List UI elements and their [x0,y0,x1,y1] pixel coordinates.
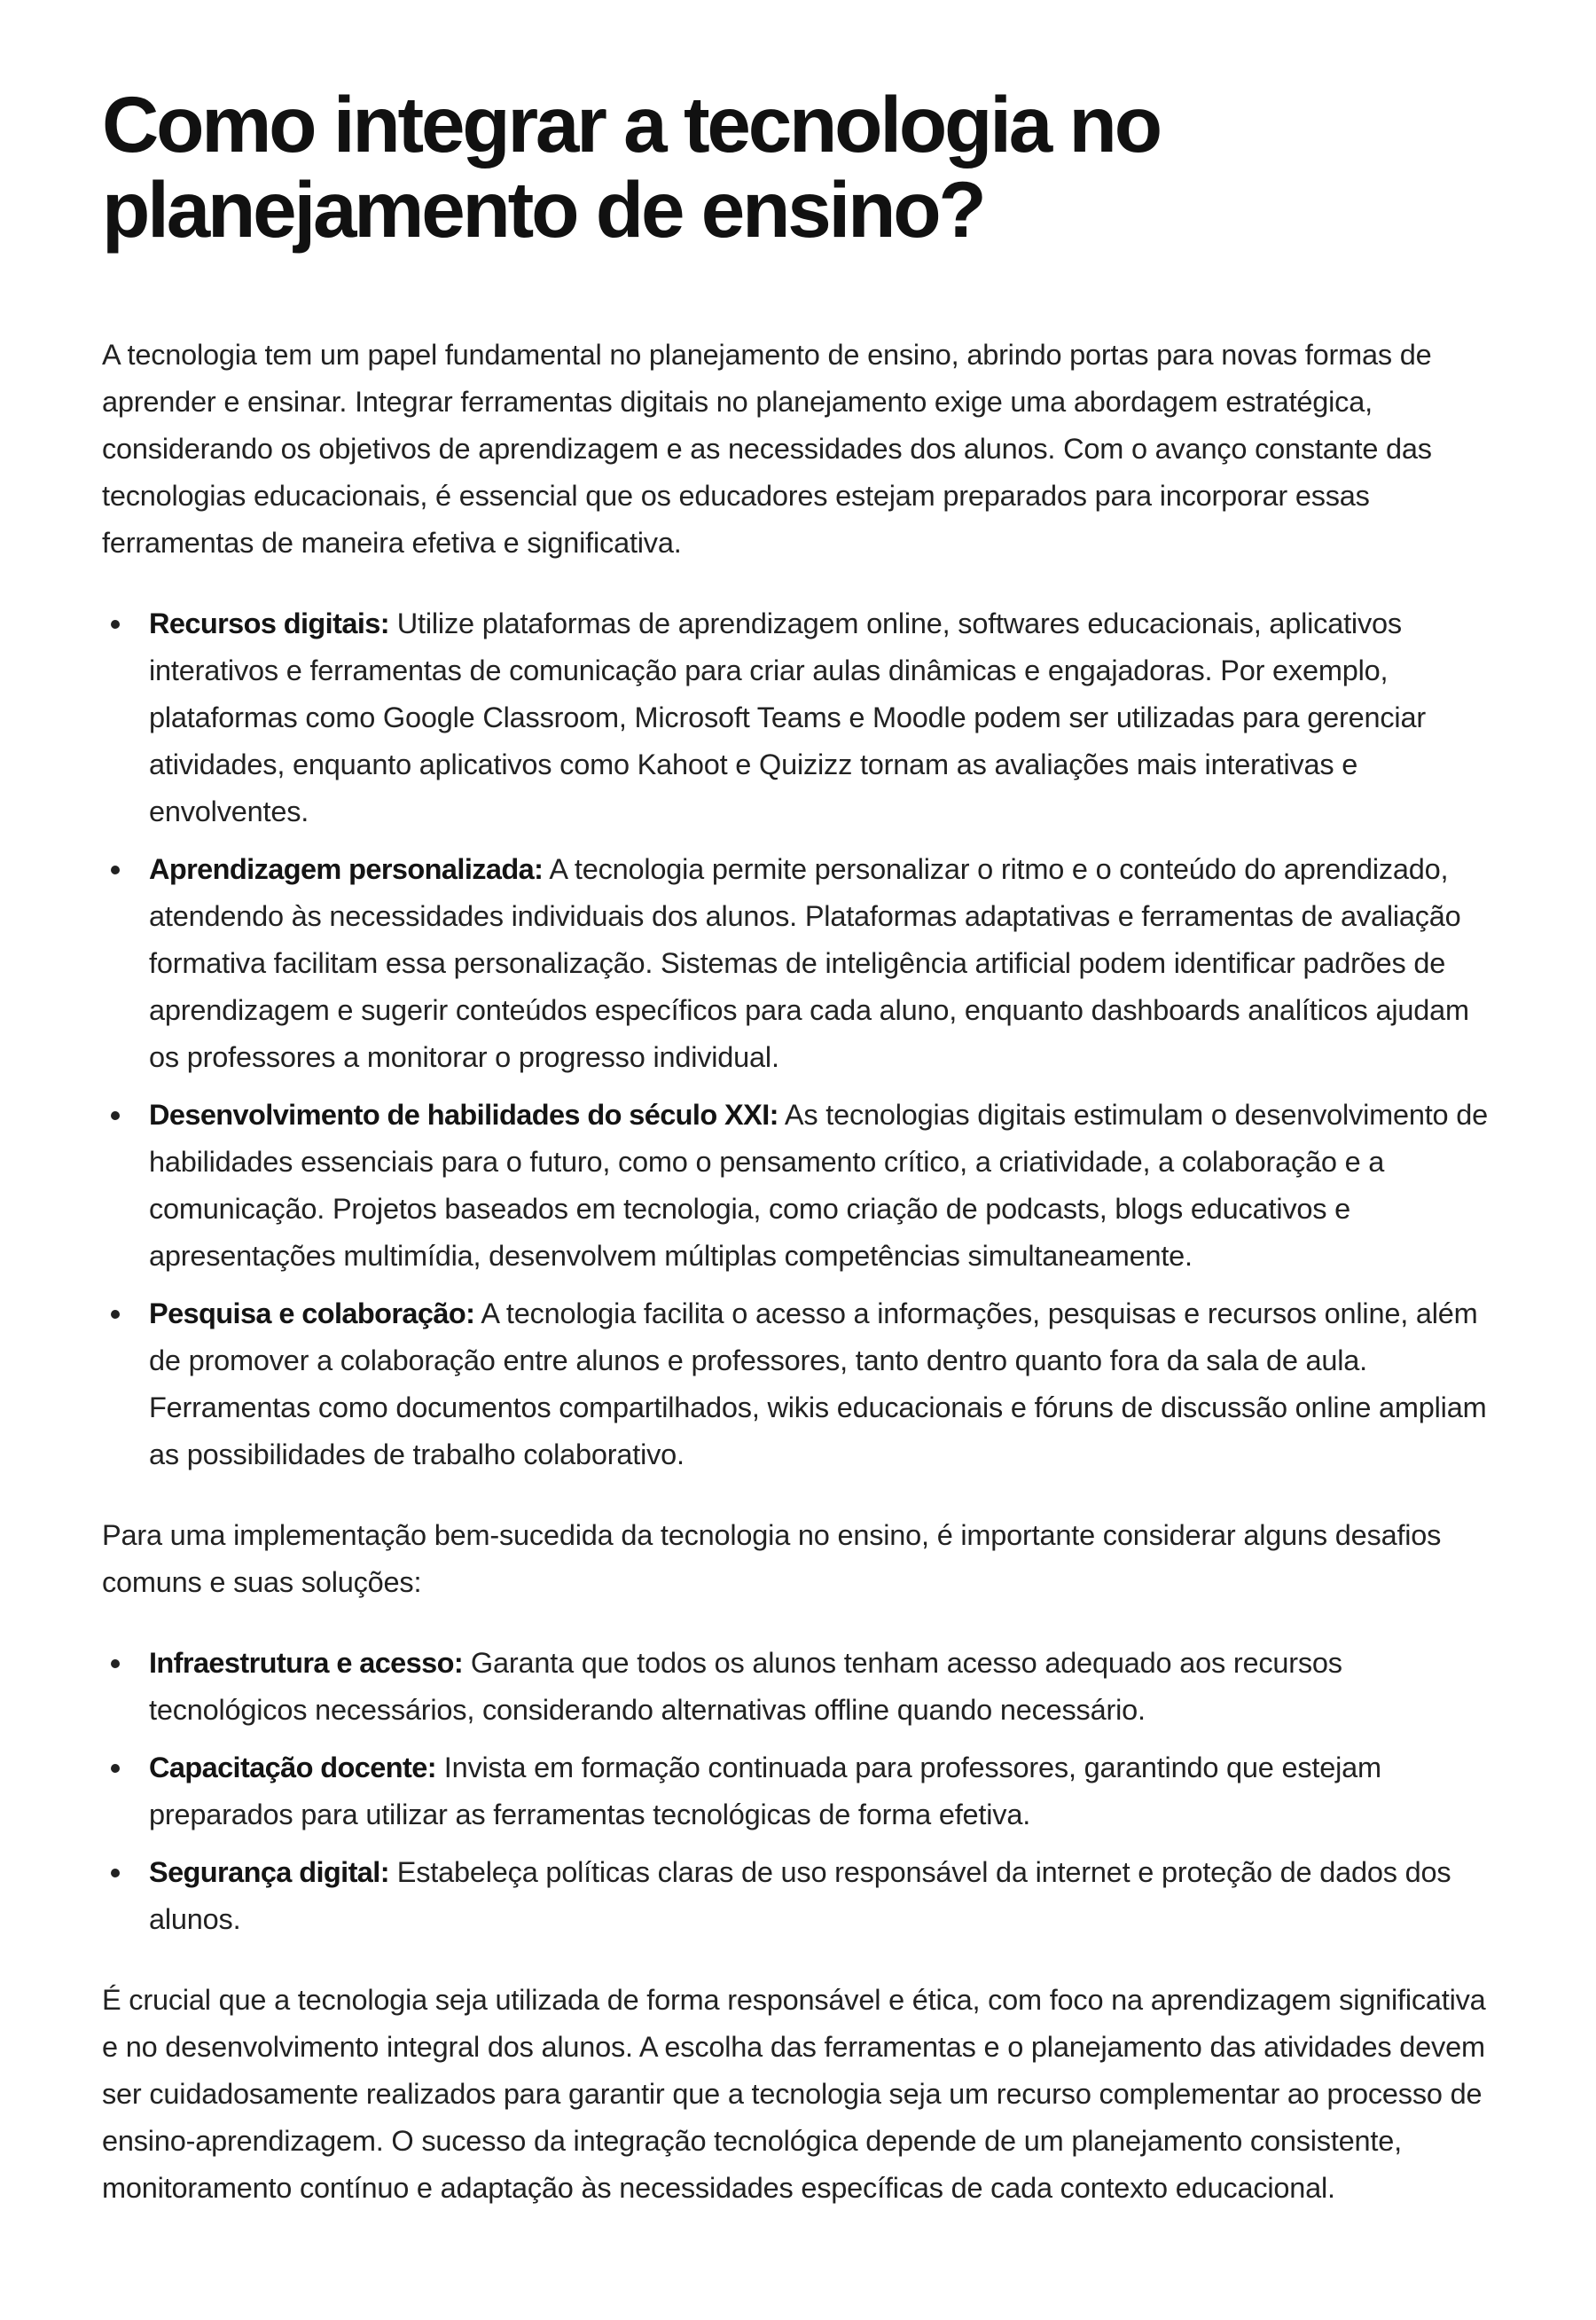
list-item-habilidades-seculo-xxi [102,1092,1494,1280]
list-item-aprendizagem-personalizada [102,846,1494,1081]
list-item-recursos-digitais [102,600,1494,835]
list-item-term: Recursos digitais: [149,607,389,639]
challenges-list [102,1640,1494,1943]
list-item-text: A tecnologia facilita o acesso a informações, pesquisas e recursos online, além de promover a colaboração entre alunos e professores, tanto dentro quanto fora da sala de aula. Ferramentas como documentos compartilhados, wikis educacionais e fóruns de discussão online ampliam as possibilidades de trabalho colaborativo. [149,1297,1487,1470]
list-item-text: Utilize plataformas de aprendizagem online, softwares educacionais, aplicativos interativos e ferramentas de comunicação para criar aulas dinâmicas e engajadoras. Por exemplo, plataformas como Google Classroom, Microsoft Teams e Moodle podem ser utilizadas para gerenciar atividades, enquanto aplicativos como Kahoot e Quizizz tornam as avaliações mais interativas e envolventes. [149,607,1426,827]
bullet-icon [111,1310,120,1319]
list-item-term: Aprendizagem personalizada: [149,853,544,885]
list-item-text: Invista em formação continuada para professores, garantindo que estejam preparados para utilizar as ferramentas tecnológicas de forma efetiva. [149,1752,1381,1830]
page-title: Como integrar a tecnologia no planejamento de ensino? [102,80,1160,254]
list-item-term: Capacitação docente: [149,1752,436,1783]
benefits-list [102,600,1494,1478]
list-item-text: A tecnologia permite personalizar o ritmo e o conteúdo do aprendizado, atendendo às necessidades individuais dos alunos. Plataformas adaptativas e ferramentas de avaliação formativa facilitam essa personalização. Sistemas de inteligência artificial podem identificar padrões de aprendizagem e sugerir conteúdos específicos para cada aluno, enquanto dashboards analíticos ajudam os professores a monitorar o progresso individual. [149,853,1469,1073]
list-item-term: Infraestrutura e acesso: [149,1647,464,1679]
list-item-text: Garanta que todos os alunos tenham acesso adequado aos recursos tecnológicos necessários, considerando alternativas offline quando necessário. [149,1647,1342,1726]
bullet-icon [111,1659,120,1668]
list-item-pesquisa-colaboracao [102,1290,1494,1478]
list-item-text: Estabeleça políticas claras de uso responsável da internet e proteção de dados dos alunos. [149,1856,1451,1935]
intro-paragraph: A tecnologia tem um papel fundamental no planejamento de ensino, abrindo portas para novas formas de aprender e ensinar. Integrar ferramentas digitais no planejamento exige uma abordagem estratégica, considerando os objetivos de aprendizagem e as necessidades dos alunos. Com o avanço constante das tecnologias educacionais, é essencial que os educadores estejam preparados para incorporar essas ferramentas de maneira efetiva e significativa. [102,339,1432,559]
list-item-term: Pesquisa e colaboração: [149,1297,475,1329]
list-item-term: Segurança digital: [149,1856,389,1888]
bullet-icon [111,1869,120,1877]
list-item-capacitacao-docente [102,1744,1494,1838]
bullet-icon [111,1111,120,1120]
challenges-intro-paragraph: Para uma implementação bem-sucedida da tecnologia no ensino, é importante considerar alguns desafios comuns e suas soluções: [102,1519,1442,1598]
bullet-icon [111,866,120,874]
list-item-infraestrutura [102,1640,1494,1734]
list-item-seguranca-digital [102,1849,1494,1943]
bullet-icon [111,620,120,629]
list-item-text: As tecnologias digitais estimulam o desenvolvimento de habilidades essenciais para o futuro, como o pensamento crítico, a criatividade, a colaboração e a comunicação. Projetos baseados em tecnologia, como criação de podcasts, blogs educativos e apresentações multimídia, desenvolvem múltiplas competências simultaneamente. [149,1099,1488,1272]
bullet-icon [111,1764,120,1773]
closing-paragraph: É crucial que a tecnologia seja utilizada de forma responsável e ética, com foco na aprendizagem significativa e no desenvolvimento integral dos alunos. A escolha das ferramentas e o planejamento das atividades devem ser cuidadosamente realizados para garantir que a tecnologia seja um recurso complementar ao processo de ensino-aprendizagem. O sucesso da integração tecnológica depende de um planejamento consistente, monitoramento contínuo e adaptação às necessidades específicas de cada contexto educacional. [102,1984,1486,2204]
list-item-term: Desenvolvimento de habilidades do século XXI: [149,1099,778,1131]
